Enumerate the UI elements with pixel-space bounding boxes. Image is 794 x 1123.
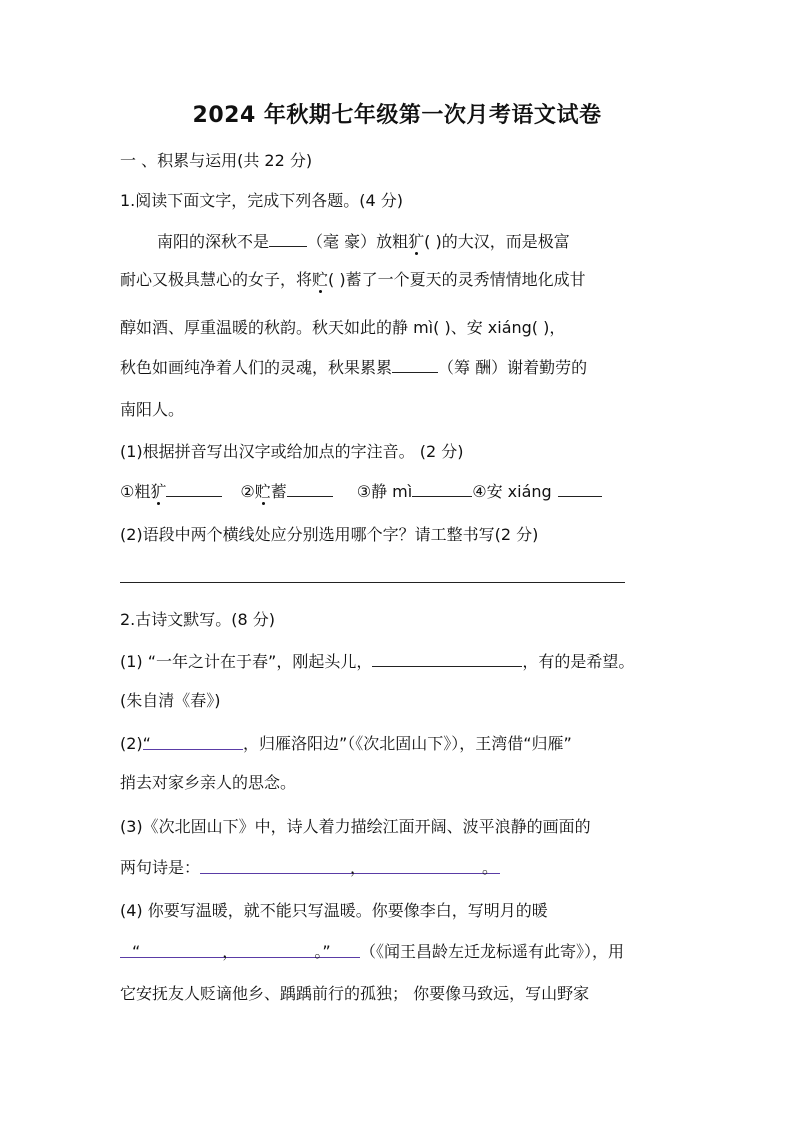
answer-blank-4[interactable] [558, 480, 602, 497]
passage-text: 南阳的深秋不是 [157, 232, 270, 251]
answer-label-2: ②贮蓄 [240, 482, 287, 501]
poem-item-2: (2)“ ，归雁洛阳边”（《次北固山下》），王湾借“归雁” [120, 734, 572, 753]
poem-blank-3[interactable]: ， 。 [200, 857, 500, 874]
exam-title: 2024 年秋期七年级第一次月考语文试卷 [192, 103, 602, 128]
subquestion-1-answers [120, 480, 602, 503]
subquestion-1: (1)根据拼音写出汉字或给加点的字注音。 (2 分) [120, 442, 464, 461]
passage-text: ( )蓄了一个夏天的灵秀情情地化成甘 [328, 270, 586, 289]
answer-blank-3[interactable] [412, 480, 472, 497]
subquestion-2: (2)语段中两个横线处应分别选用哪个字？请工整书写(2 分) [120, 525, 539, 544]
poem-item-2-cont: 捎去对家乡亲人的思念。 [120, 773, 297, 792]
passage-line-5: 南阳人。 [120, 400, 185, 419]
passage-text: （毫 豪）放粗 [307, 232, 409, 251]
poem-item-1-source: (朱自清《春》) [120, 691, 221, 710]
passage-line-2 [120, 269, 586, 291]
question-2-stem: 2.古诗文默写。(8 分) [120, 610, 276, 629]
poem-item-1: (1) “一年之计在于春”，刚起头儿， ，有的是希望。 [120, 652, 635, 671]
blank-1[interactable] [269, 230, 307, 247]
poem-item-4-cont: 它安抚友人贬谪他乡、踽踽前行的孤独； 你要像马致远，写山野家 [120, 984, 590, 1003]
passage-line-3: 醇如酒、厚重温暖的秋韵。秋天如此的静 mì( )、安 xiáng( )， [120, 318, 566, 337]
section-heading: 一 、积累与运用(共 22 分) [120, 151, 313, 170]
question-1-stem: 1.阅读下面文字，完成下列各题。(4 分) [120, 191, 404, 210]
poem-item-3-answer: 两句诗是： ， 。 [120, 858, 499, 877]
answer-label-3: ③静 mì [356, 482, 413, 501]
answer-blank-2[interactable] [287, 480, 333, 497]
blank-2[interactable] [392, 356, 438, 373]
answer-blank-1[interactable] [166, 480, 222, 497]
answer-label-4: ④安 xiáng [472, 482, 552, 501]
dotted-char: 犷 [408, 232, 425, 251]
passage-text: 秋色如画纯净着人们的灵魂，秋果累累 [120, 358, 393, 377]
passage-text: 耐心又极具慧心的女子，将 [120, 270, 313, 289]
poem-blank-2[interactable]: “ [143, 733, 243, 750]
passage-line-1 [157, 230, 674, 253]
passage-text: ( )的大汉，而是极富 [424, 232, 570, 251]
passage-text: （筹 酬）谢着勤劳的 [438, 358, 588, 377]
poem-item-4: (4) 你要写温暖，就不能只写温暖。你要像李白，写明月的暖 [120, 901, 548, 920]
answer-line[interactable] [120, 582, 625, 583]
poem-blank-1[interactable] [372, 650, 522, 667]
poem-blank-4[interactable]: “ ， 。” [120, 941, 360, 958]
passage-line-4 [120, 356, 587, 379]
poem-item-3: (3)《次北固山下》中，诗人着力描绘江面开阔、波平浪静的画面的 [120, 817, 591, 836]
poem-item-4-blank: “ ， 。” （《闻王昌龄左迁龙标遥有此寄》），用 [120, 941, 624, 963]
answer-label-1: ①粗犷 [120, 482, 167, 501]
dotted-char: 贮 [312, 270, 329, 289]
